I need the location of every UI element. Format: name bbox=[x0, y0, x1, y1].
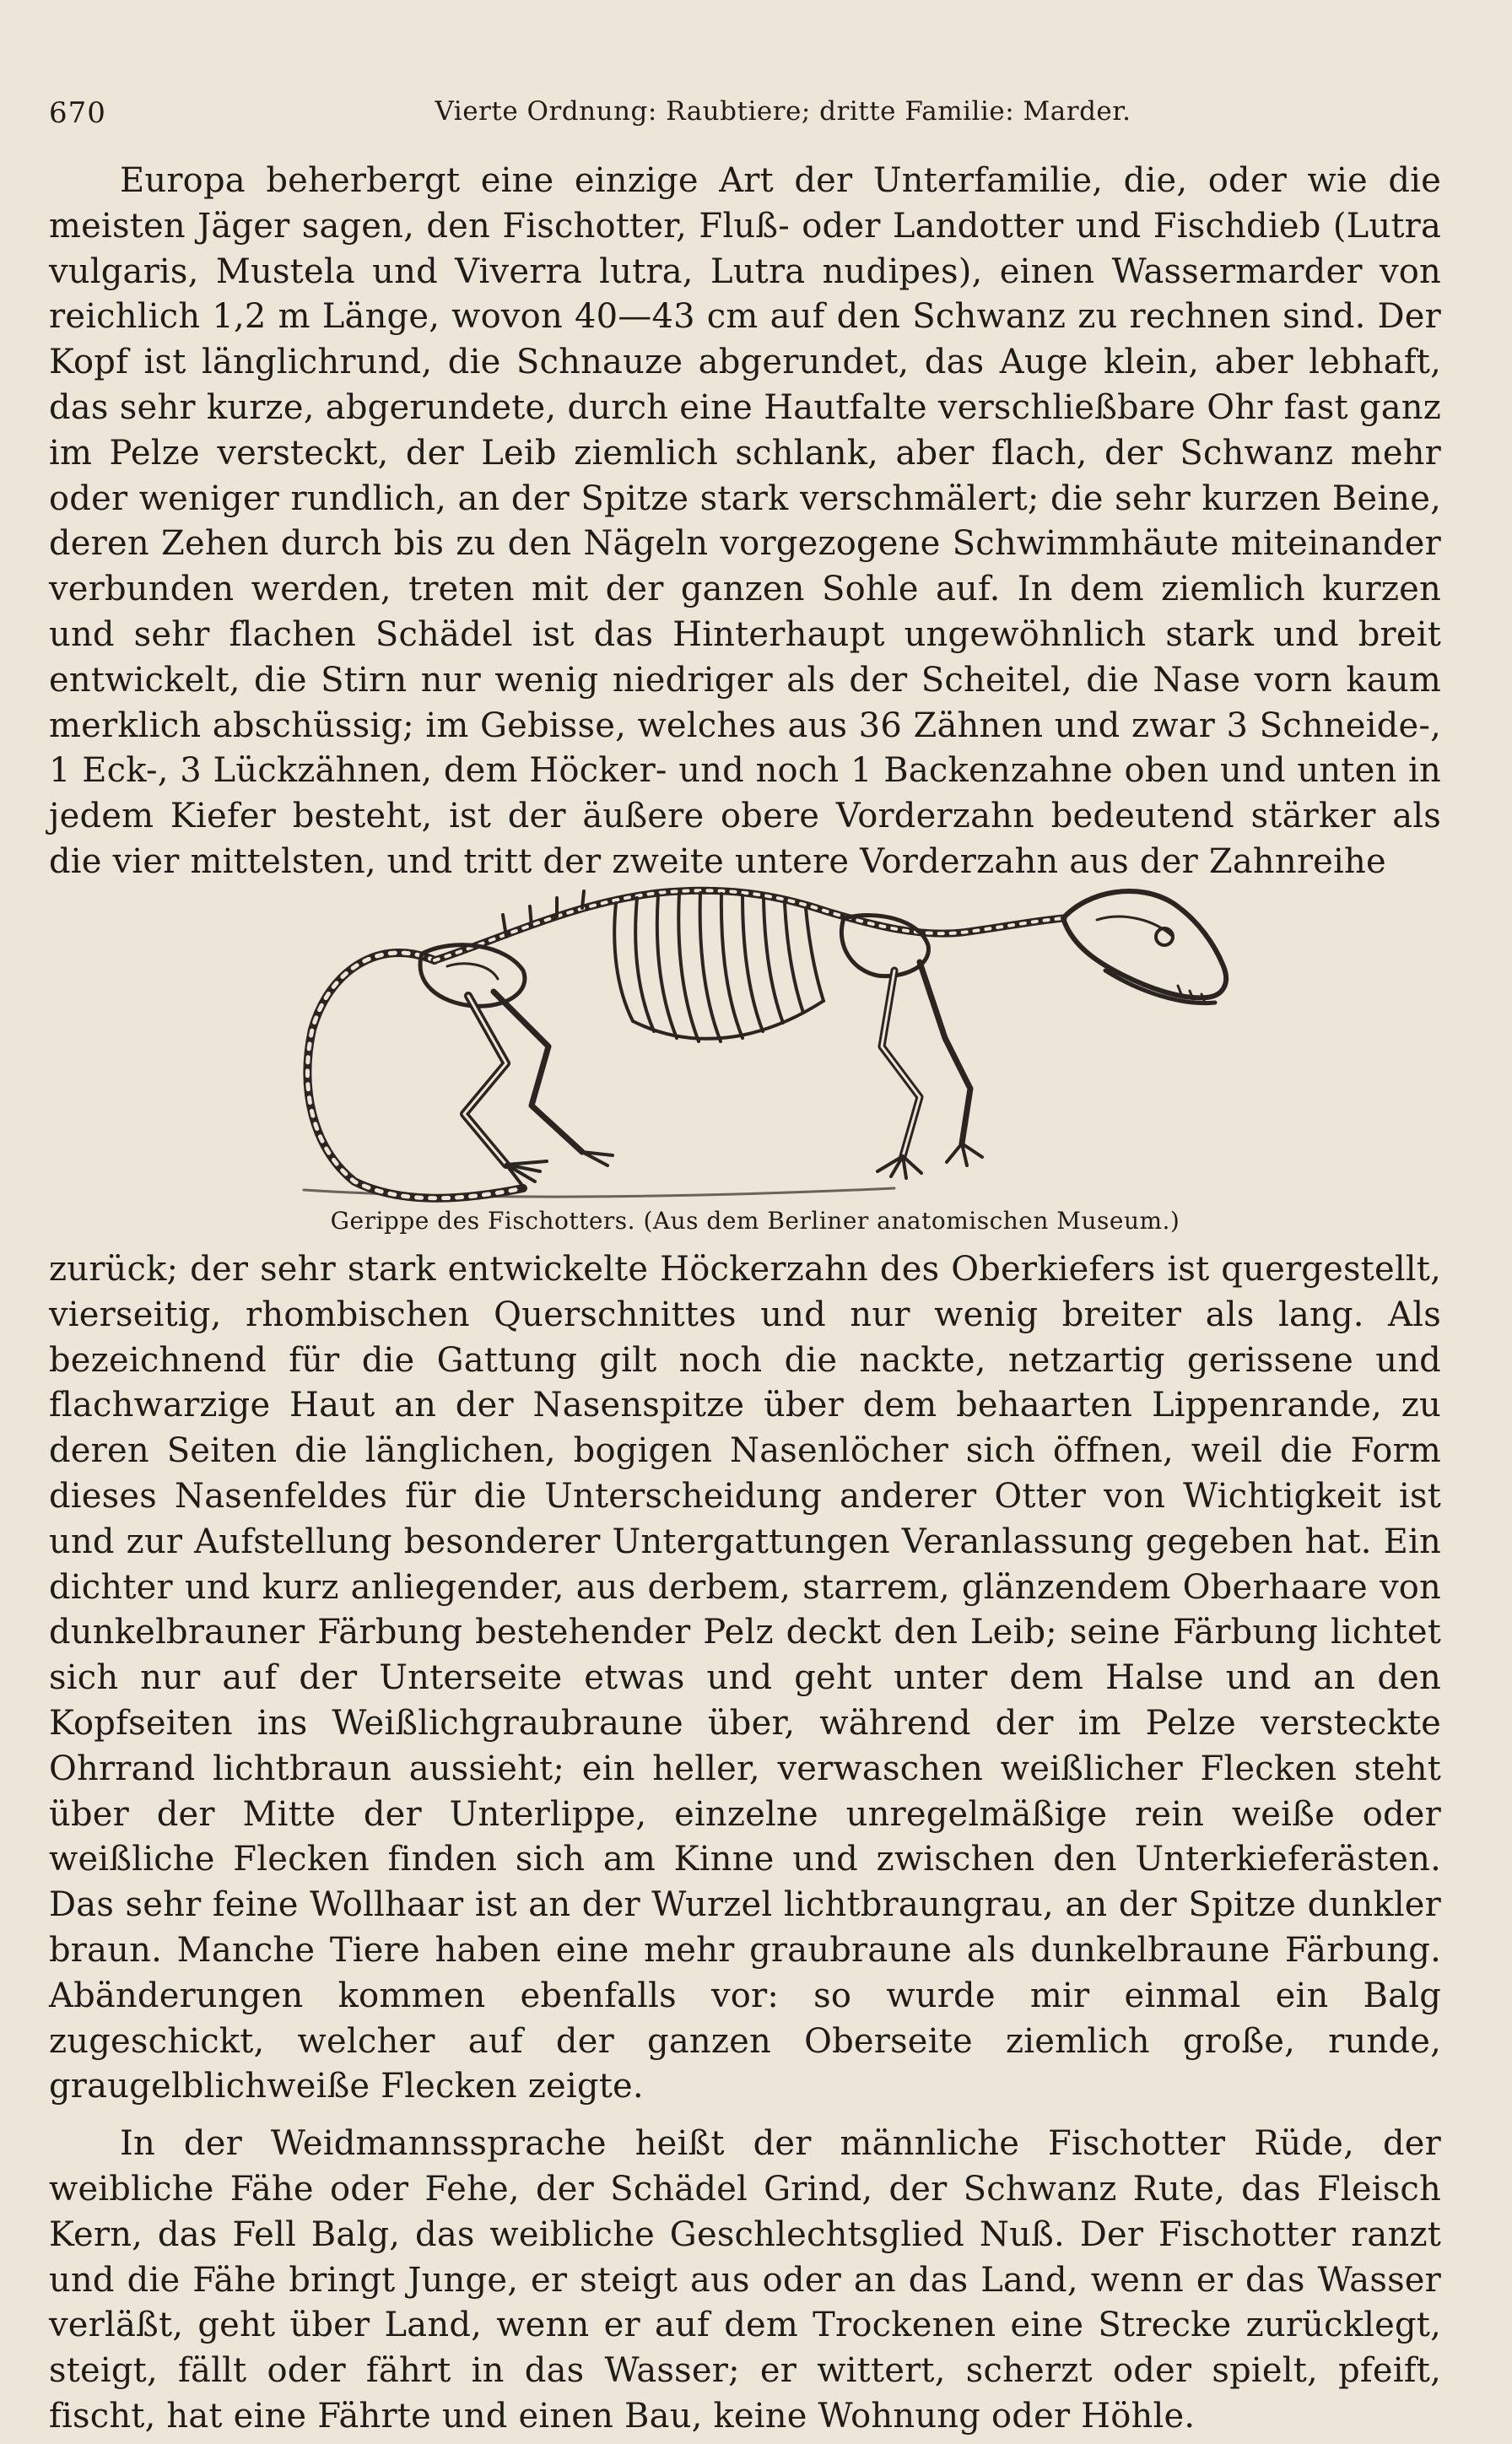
figure-caption: Gerippe des Fischotters. (Aus dem Berliner anatomischen Museum.) bbox=[330, 1207, 1180, 1235]
otter-skeleton-icon bbox=[253, 810, 1240, 1207]
paragraph: Europa beherbergt eine einzige Art der Unterfamilie, die, oder wie die meisten Jäger sagen, den Fischotter, Fluß- oder Landotter und Fischdieb (Lutra vulgaris, Mustela und Viverra lutra, Lutra nudipes), einen Wassermarder von reichlich 1,2 m Länge, wovon 40—43 cm auf den Schwanz zu rechnen sind. Der Kopf ist länglichrund, die Schnauze abgerundet, das Auge klein, aber lebhaft, das sehr kurze, abgerundete, durch eine Hautfalte verschließbare Ohr fast ganz im Pelze versteckt, der Leib ziemlich schlank, aber flach, der Schwanz mehr oder weniger rundlich, an der Spitze stark verschmälert; die sehr kurzen Beine, deren Zehen durch bis zu den Nägeln vorgezogene Schwimmhäute miteinander verbunden werden, treten mit der ganzen Sohle auf. In dem ziemlich kurzen und sehr flachen Schädel ist das Hinterhaupt ungewöhnlich stark und breit entwickelt, die Stirn nur wenig niedriger als der Scheitel, die Nase vorn kaum merklich abschüssig; im Gebisse, welches aus 36 Zähnen und zwar 3 Schneide-, 1 Eck-, 3 Lückzähnen, dem Höcker- und noch 1 Backenzahne oben und unten in jedem Kiefer besteht, ist der äußere obere Vorderzahn bedeutend stärker als die vier mittelsten, und tritt der zweite untere Vorderzahn aus der Zahnreihe bbox=[49, 161, 1441, 881]
paragraph: In der Weidmannssprache heißt der männliche Fischotter Rüde, der weibliche Fähe oder Fehe, der Schädel Grind, der Schwanz Rute, das Fleisch Kern, das Fell Balg, das weibliche Geschlechtsglied Nuß. Der Fischotter ranzt und die Fähe bringt Junge, er steigt aus oder an das Land, wenn er das Wasser verläßt, geht über Land, wenn er auf dem Trockenen eine Strecke zurücklegt, steigt, fällt oder fährt in das Wasser; er wittert, scherzt oder spielt, pfeift, fischt, hat eine Fährte und einen Bau, keine Wohnung oder Höhle. bbox=[49, 2124, 1441, 2436]
otter-skeleton-figure bbox=[253, 810, 1240, 1207]
paragraph: zurück; der sehr stark entwickelte Höckerzahn des Oberkiefers ist quergestellt, vierseitig, rhombischen Querschnittes und nur wenig breiter als lang. Als bezeichnend für die Gattung gilt noch die nackte, netzartig gerissene und flachwarzige Haut an der Nasenspitze über dem behaarten Lippenrande, zu deren Seiten die länglichen, bogigen Nasenlöcher sich öffnen, weil die Form dieses Nasenfeldes für die Unterscheidung anderer Otter von Wichtigkeit ist und zur Aufstellung besonderer Untergattungen Veranlassung gegeben hat. Ein dichter und kurz anliegender, aus derbem, starrem, glänzendem Oberhaare von dunkelbrauner Färbung bestehender Pelz deckt den Leib; seine Färbung lichtet sich nur auf der Unterseite etwas und geht unter dem Halse und an den Kopfseiten ins Weißlichgraubraune über, während der im Pelze versteckte Ohrrand lichtbraun aussieht; ein heller, verwaschen weißlicher Flecken steht über der Mitte der Unterlippe, einzelne unregelmäßige rein weiße oder weißliche Flecken finden sich am Kinne und zwischen den Unterkieferästen. Das sehr feine Wollhaar ist an der Wurzel lichtbraungrau, an der Spitze dunkler braun. Manche Tiere haben eine mehr graubraune als dunkelbraune Färbung. Abänderungen kommen ebenfalls vor: so wurde mir einmal ein Balg zugeschickt, welcher auf der ganzen Oberseite ziemlich große, runde, graugelblichweiße Flecken zeigte. bbox=[49, 1250, 1441, 2106]
page-number: 670 bbox=[49, 96, 106, 130]
text-block-top bbox=[49, 159, 1441, 885]
running-head: Vierte Ordnung: Raubtiere; dritte Familie: Marder. bbox=[435, 96, 1131, 127]
text-block-bottom bbox=[49, 1247, 1441, 2440]
page-header bbox=[49, 89, 1441, 140]
